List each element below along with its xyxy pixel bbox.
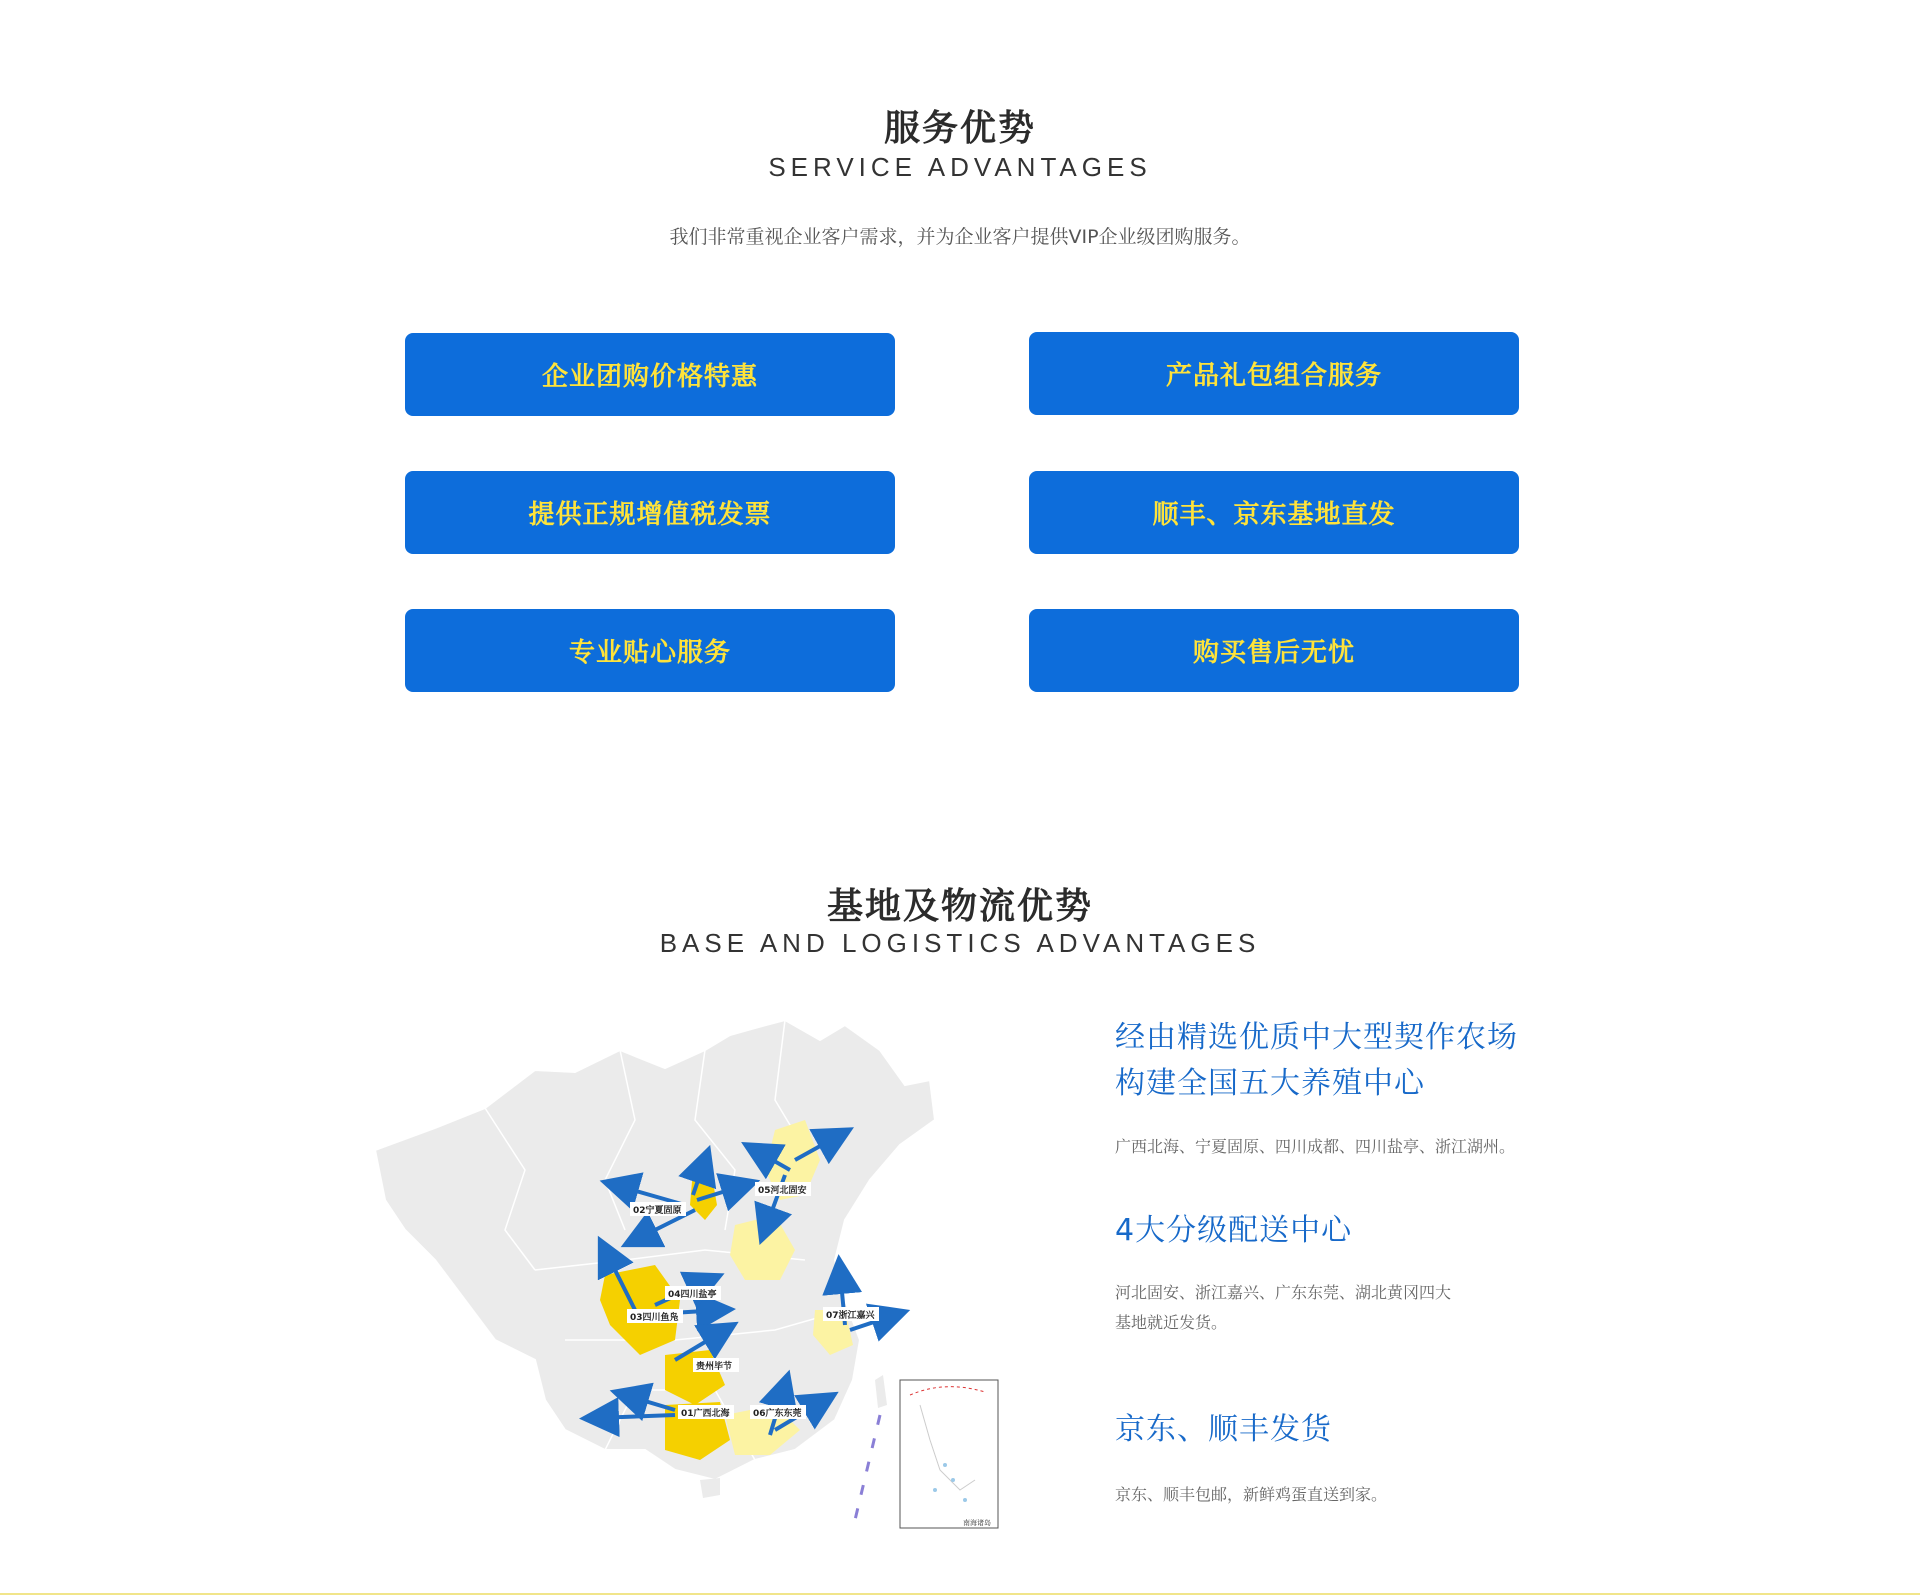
map-label-beihai: 01广西北海	[681, 1409, 730, 1419]
hainan-island	[700, 1478, 720, 1498]
info-text-3-line-1: 京东、顺丰包邮，新鲜鸡蛋直送到家。	[1115, 1485, 1388, 1504]
map-label-bijie: 贵州毕节	[696, 1362, 733, 1372]
info-text-2	[1115, 1278, 1451, 1338]
service-button-direct-shipping[interactable]: 顺丰、京东基地直发	[1029, 471, 1519, 554]
map-label-dongguan: 06广东东莞	[753, 1409, 802, 1419]
bottom-divider	[0, 1593, 1920, 1595]
map-label-yufu: 03四川鱼凫	[630, 1313, 679, 1323]
info-heading-2	[1115, 1208, 1352, 1254]
info-text-2-line-1: 河北固安、浙江嘉兴、广东东莞、湖北黄冈四大	[1115, 1283, 1452, 1302]
china-map-graphic	[375, 1010, 1005, 1530]
china-base-map	[375, 1010, 1005, 1530]
taiwan-island	[875, 1375, 887, 1408]
map-inset-caption: 南海诸岛	[963, 1519, 991, 1527]
service-button-considerate-service[interactable]: 专业贴心服务	[405, 609, 895, 692]
info-heading-1	[1115, 1015, 1518, 1107]
map-label-jiaxing: 07浙江嘉兴	[826, 1311, 875, 1321]
info-text-3	[1115, 1480, 1387, 1510]
service-button-gift-package[interactable]: 产品礼包组合服务	[1029, 332, 1519, 415]
service-button-vat-invoice[interactable]: 提供正规增值税发票	[405, 471, 895, 554]
service-button-after-sales[interactable]: 购买售后无忧	[1029, 609, 1519, 692]
map-label-yanting: 04四川盐亭	[668, 1290, 717, 1300]
china-landmass	[375, 1020, 935, 1480]
base-subtitle: BASE AND LOGISTICS ADVANTAGES	[659, 928, 1261, 958]
info-text-1-line-1: 广西北海、宁夏固原、四川成都、四川盐亭、浙江湖州。	[1115, 1137, 1516, 1156]
service-button-group-price[interactable]: 企业团购价格特惠	[405, 333, 895, 416]
info-heading-1-line-2: 构建全国五大养殖中心	[1115, 1066, 1425, 1101]
base-title: 基地及物流优势	[826, 886, 1093, 927]
info-text-1	[1115, 1132, 1515, 1162]
service-subtitle: SERVICE ADVANTAGES	[768, 152, 1152, 182]
service-title: 服务优势	[883, 108, 1036, 149]
map-label-hebei: 05河北固安	[758, 1186, 807, 1196]
service-description: 我们非常重视企业客户需求，并为企业客户提供VIP企业级团购服务。	[669, 226, 1251, 248]
info-heading-3	[1115, 1407, 1332, 1453]
info-heading-1-line-1: 经由精选优质中大型契作农场	[1115, 1020, 1518, 1055]
info-heading-3-line-1: 京东、顺丰发货	[1115, 1412, 1332, 1447]
info-text-2-line-2: 基地就近发货。	[1115, 1313, 1228, 1332]
info-heading-2-line-1: 4大分级配送中心	[1115, 1213, 1353, 1248]
map-label-ningxia: 02宁夏固原	[633, 1206, 682, 1216]
